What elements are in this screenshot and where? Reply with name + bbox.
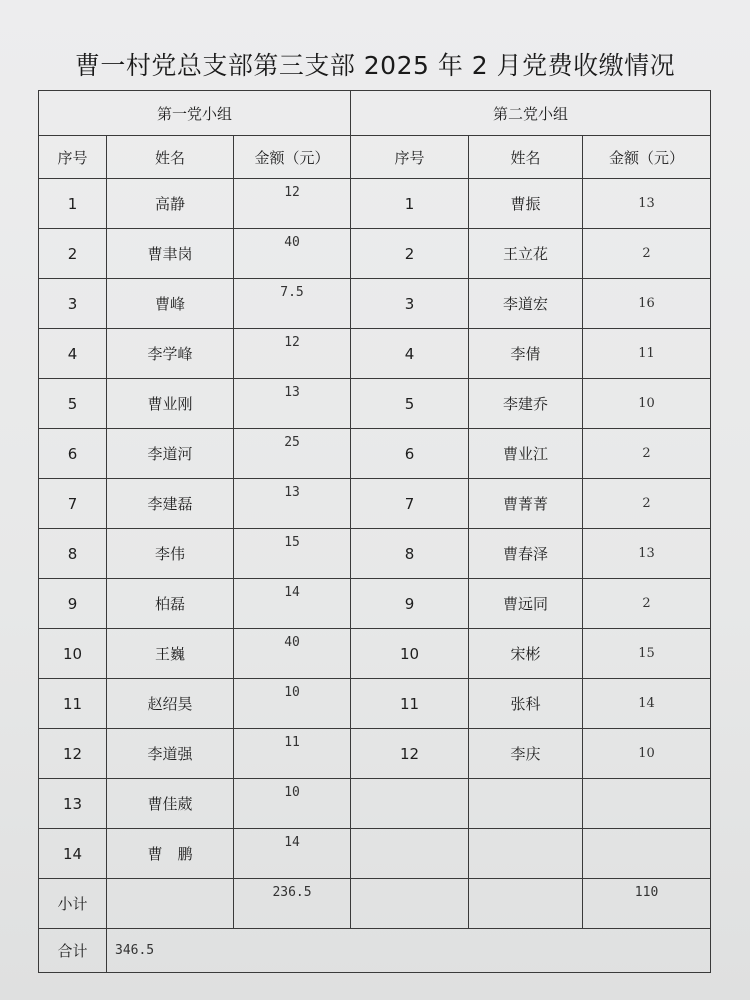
table-row	[39, 529, 711, 579]
group1-amount-cell: 13	[234, 479, 351, 529]
total-row	[39, 929, 711, 973]
group1-seq-cell: 3	[39, 279, 107, 329]
document-title: 曹一村党总支部第三支部 2025 年 2 月党费收缴情况	[74, 51, 676, 80]
group2-seq-cell: 9	[351, 579, 469, 629]
group1-amount-cell: 7.5	[234, 279, 351, 329]
group1-seq-cell: 13	[39, 779, 107, 829]
total-value: 346.5	[107, 929, 711, 973]
group1-amount-cell: 10	[234, 679, 351, 729]
group2-seq-cell: 3	[351, 279, 469, 329]
group1-amount-header: 金额（元）	[234, 136, 351, 179]
group1-name-cell: 王巍	[107, 629, 234, 679]
group2-seq-cell: 2	[351, 229, 469, 279]
group2-amount-cell: 13	[583, 529, 711, 579]
group2-amount-cell	[583, 829, 711, 879]
group2-amount-cell: 10	[583, 729, 711, 779]
subtotal-empty-cell	[469, 879, 583, 929]
group1-seq-cell: 2	[39, 229, 107, 279]
group1-amount-cell: 11	[234, 729, 351, 779]
group2-name-cell: 李庆	[469, 729, 583, 779]
group2-seq-cell: 4	[351, 329, 469, 379]
group1-name-cell: 曹业刚	[107, 379, 234, 429]
subtotal-label: 小计	[39, 879, 107, 929]
group2-name-cell: 李建乔	[469, 379, 583, 429]
group1-subtotal: 236.5	[234, 879, 351, 929]
group2-amount-cell: 2	[583, 229, 711, 279]
group1-name-cell: 高静	[107, 179, 234, 229]
group1-name-cell: 赵绍昊	[107, 679, 234, 729]
group2-name-cell: 曹业江	[469, 429, 583, 479]
table-row	[39, 329, 711, 379]
group1-amount-cell: 25	[234, 429, 351, 479]
group2-name-cell: 宋彬	[469, 629, 583, 679]
table-row	[39, 779, 711, 829]
group2-seq-cell: 1	[351, 179, 469, 229]
group2-name-cell: 李道宏	[469, 279, 583, 329]
group1-name-cell: 曹佳葳	[107, 779, 234, 829]
group1-seq-cell: 14	[39, 829, 107, 879]
group2-title: 第二党小组	[351, 91, 711, 136]
table-row	[39, 279, 711, 329]
table-row	[39, 679, 711, 729]
group1-seq-cell: 1	[39, 179, 107, 229]
table-row	[39, 229, 711, 279]
group1-name-header: 姓名	[107, 136, 234, 179]
group2-name-cell: 王立花	[469, 229, 583, 279]
group1-seq-cell: 10	[39, 629, 107, 679]
group1-amount-cell: 10	[234, 779, 351, 829]
group1-seq-cell: 5	[39, 379, 107, 429]
group1-amount-cell: 15	[234, 529, 351, 579]
table-row	[39, 729, 711, 779]
group2-name-header: 姓名	[469, 136, 583, 179]
group1-name-cell: 李学峰	[107, 329, 234, 379]
group2-name-cell: 曹春泽	[469, 529, 583, 579]
group2-amount-cell: 2	[583, 429, 711, 479]
group2-name-cell: 李倩	[469, 329, 583, 379]
table-row	[39, 479, 711, 529]
group1-name-cell: 曹峰	[107, 279, 234, 329]
group2-seq-cell: 11	[351, 679, 469, 729]
group2-name-cell: 张科	[469, 679, 583, 729]
group2-seq-cell: 12	[351, 729, 469, 779]
group1-seq-cell: 4	[39, 329, 107, 379]
subtotal-row	[39, 879, 711, 929]
group2-seq-header: 序号	[351, 136, 469, 179]
group1-amount-cell: 14	[234, 579, 351, 629]
column-header-row	[39, 136, 711, 179]
group1-seq-cell: 7	[39, 479, 107, 529]
group2-amount-cell: 2	[583, 579, 711, 629]
group1-seq-cell: 9	[39, 579, 107, 629]
group1-name-cell: 李道强	[107, 729, 234, 779]
group1-seq-header: 序号	[39, 136, 107, 179]
fee-table	[38, 90, 711, 973]
group2-amount-header: 金额（元）	[583, 136, 711, 179]
group1-name-cell: 李道河	[107, 429, 234, 479]
subtotal-empty-cell	[107, 879, 234, 929]
group1-name-cell: 李伟	[107, 529, 234, 579]
group2-name-cell	[469, 829, 583, 879]
table-row	[39, 179, 711, 229]
group2-amount-cell	[583, 779, 711, 829]
group2-name-cell: 曹菁菁	[469, 479, 583, 529]
group1-amount-cell: 40	[234, 229, 351, 279]
group2-seq-cell: 8	[351, 529, 469, 579]
group2-name-cell	[469, 779, 583, 829]
fee-table-body	[39, 91, 711, 973]
group2-amount-cell: 13	[583, 179, 711, 229]
group1-seq-cell: 8	[39, 529, 107, 579]
group2-amount-cell: 15	[583, 629, 711, 679]
total-label: 合计	[39, 929, 107, 973]
group2-seq-cell: 7	[351, 479, 469, 529]
group2-subtotal: 110	[583, 879, 711, 929]
group2-amount-cell: 16	[583, 279, 711, 329]
group2-name-cell: 曹远同	[469, 579, 583, 629]
table-row	[39, 629, 711, 679]
group1-amount-cell: 12	[234, 329, 351, 379]
group1-amount-cell: 14	[234, 829, 351, 879]
group1-name-cell: 曹 鹏	[107, 829, 234, 879]
group1-title: 第一党小组	[39, 91, 351, 136]
group1-amount-cell: 12	[234, 179, 351, 229]
subtotal-empty-cell	[351, 879, 469, 929]
group2-seq-cell: 5	[351, 379, 469, 429]
group2-name-cell: 曹振	[469, 179, 583, 229]
group2-amount-cell: 11	[583, 329, 711, 379]
group2-amount-cell: 14	[583, 679, 711, 729]
group2-seq-cell: 6	[351, 429, 469, 479]
group1-name-cell: 李建磊	[107, 479, 234, 529]
table-row	[39, 579, 711, 629]
group1-seq-cell: 11	[39, 679, 107, 729]
group1-amount-cell: 13	[234, 379, 351, 429]
group1-name-cell: 曹聿岗	[107, 229, 234, 279]
table-row	[39, 829, 711, 879]
group1-name-cell: 柏磊	[107, 579, 234, 629]
group1-seq-cell: 12	[39, 729, 107, 779]
group2-amount-cell: 10	[583, 379, 711, 429]
group2-seq-cell	[351, 829, 469, 879]
group1-seq-cell: 6	[39, 429, 107, 479]
group2-seq-cell	[351, 779, 469, 829]
group2-seq-cell: 10	[351, 629, 469, 679]
group2-amount-cell: 2	[583, 479, 711, 529]
table-row	[39, 379, 711, 429]
group-header-row	[39, 91, 711, 136]
group1-amount-cell: 40	[234, 629, 351, 679]
table-row	[39, 429, 711, 479]
